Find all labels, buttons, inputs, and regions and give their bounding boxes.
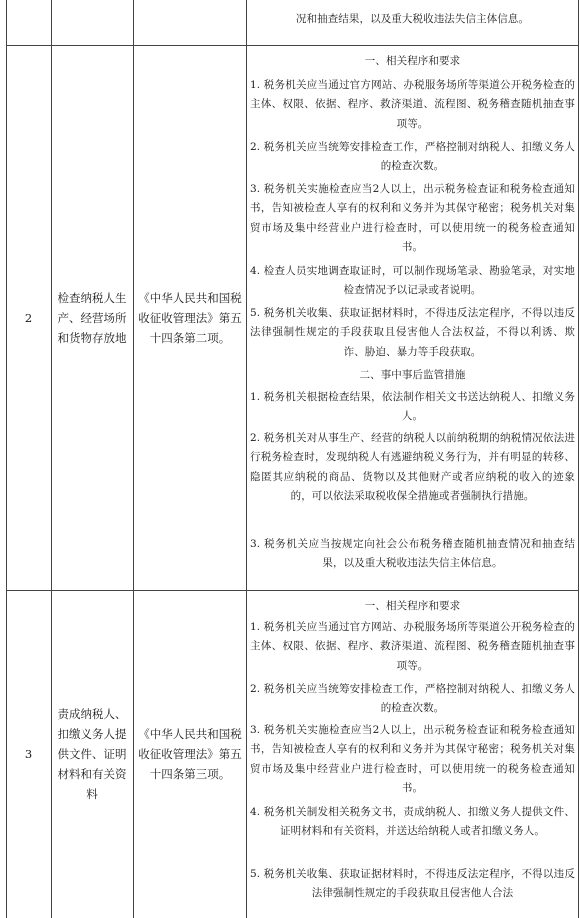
row3-section1-heading: 一、相关程序和要求: [364, 600, 461, 612]
row3-para-3: 3. 税务机关实施检查应当2人以上，出示税务检查证和税务检查通知书，告知被检查人享有的权利和义务并为其保守秘密；税务机关对集贸市场及集中经营业户进行检查时，可以使用统一的税务检查通知书。: [250, 724, 575, 795]
row3-para-5: 5. 税务机关收集、获取证据材料时，不得违反法定程序，不得以违反法律强制性规定的手段获取且侵害他人合法: [250, 868, 575, 900]
row3-basis: 《中华人民共和国税收征收管理法》第五十四条第三项。: [138, 727, 242, 781]
row2-section1-heading: 一、相关程序和要求: [364, 55, 461, 67]
row2-para-4: 4. 检查人员实地调查取证时，可以制作现场笔录、勘验笔录，对实地检查情况予以记录或者说明。: [250, 265, 575, 297]
row3-para-4: 4. 税务机关制发相关税务文书，责成纳税人、扣缴义务人提供文件、证明材料和有关资料，并送达给纳税人或者扣缴义务人。: [250, 806, 575, 838]
row2-para-1: 1. 税务机关应当通过官方网站、办税服务场所等渠道公开税务检查的主体、权限、依据、程序、救济渠道、流程图、税务稽查随机抽查事项等。: [250, 79, 575, 130]
row2-para-2: 2. 税务机关应当统筹安排检查工作，严格控制对纳税人、扣缴义务人的检查次数。: [250, 141, 575, 173]
row2-number: 2: [24, 310, 33, 325]
row2-para-3: 3. 税务机关实施检查应当2人以上，出示税务检查证和税务检查通知书，告知被检查人享有的权利和义务并为其保守秘密；税务机关对集贸市场及集中经营业户进行检查时，可以使用统一的税务检查通知书。: [250, 183, 575, 254]
row3-number: 3: [24, 747, 33, 761]
row1-text-tail: 况和抽查结果，以及重大税收违法失信主体信息。: [295, 13, 530, 25]
table-border-right: [578, 0, 579, 918]
row2-item: 检查纳税人生产、经营场所和货物存放地: [57, 290, 127, 345]
row2-para-q2: 2. 税务机关对从事生产、经营的纳税人以前纳税期的纳税情况依法进行税务检查时，发现纳税人有逃避纳税义务行为，并有明显的转移、隐匿其应纳税的商品、货物以及其他财产或者应纳税的收入的迹象的，可以依法采取税收保全措施或者强制执行措施。: [250, 432, 575, 503]
row2-para-5: 5. 税务机关收集、获取证据材料时，不得违反法定程序，不得以违反法律强制性规定的手段获取且侵害他人合法权益，不得以利诱、欺诈、胁迫、暴力等手段获取。: [250, 307, 575, 358]
row2-para-q3: 3. 税务机关应当按规定向社会公布税务稽查随机抽查情况和抽查结果，以及重大税收违法失信主体信息。: [250, 538, 575, 570]
table-divider-col2: [133, 0, 134, 918]
table-divider-col1: [51, 0, 52, 918]
row3-para-1: 1. 税务机关应当通过官方网站、办税服务场所等渠道公开税务检查的主体、权限、依据、程序、救济渠道、流程图、税务稽查随机抽查事项等。: [250, 621, 575, 672]
row2-section2-heading: 二、事中事后监管措施: [359, 369, 466, 381]
row2-para-q1: 1. 税务机关根据检查结果，依法制作相关文书送达纳税人、扣缴义务人。: [250, 391, 575, 423]
table-divider-col3: [246, 0, 247, 918]
row2-basis: 《中华人民共和国税收征收管理法》第五十四条第二项。: [138, 290, 242, 345]
row3-item: 责成纳税人、扣缴义务人提供文件、证明材料和有关资料: [57, 707, 127, 801]
row3-para-2: 2. 税务机关应当统筹安排检查工作，严格控制对纳税人、扣缴义务人的检查次数。: [250, 683, 575, 715]
